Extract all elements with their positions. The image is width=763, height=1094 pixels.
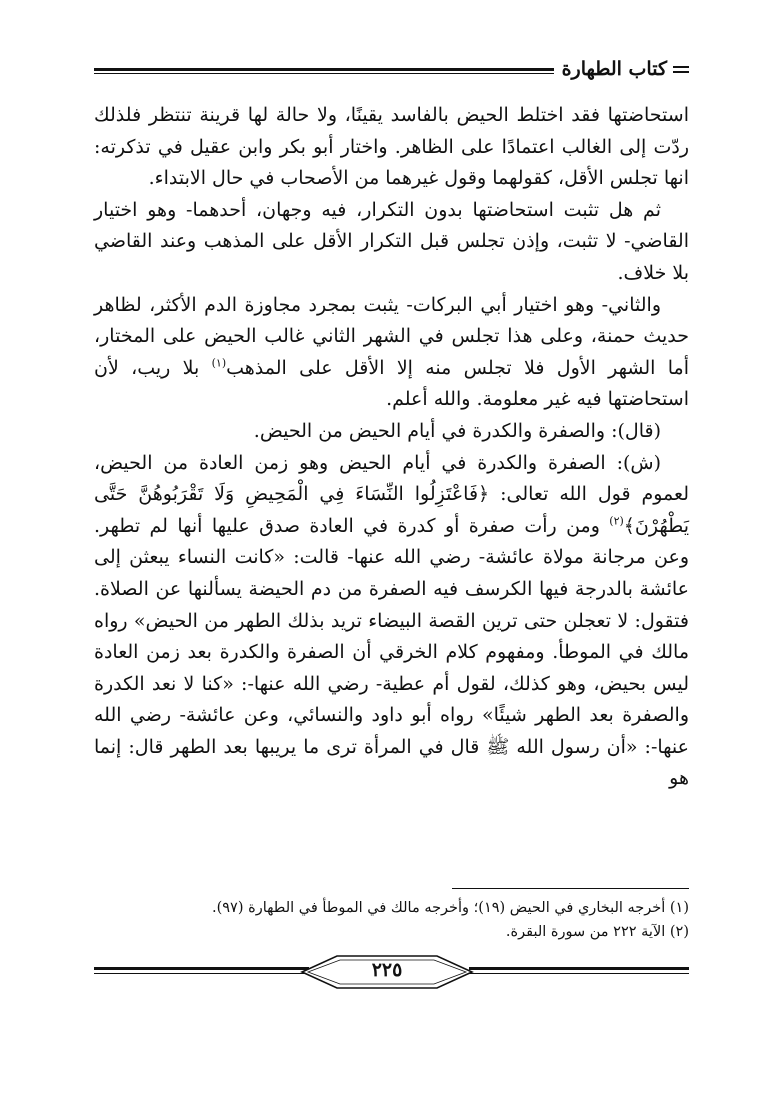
footer-rule-right [469,967,689,974]
paragraph: استحاضتها فقد اختلط الحيض بالفاسد يقينًا، ولا حالة لها قرينة تنتظر فلذلك ردّت إلى الغالب اعتمادًا على الظاهر. واختار أبو بكر وابن عقيل في تذكرته: انها تجلس الأقل، كقولهما وقول غيرهما من الأصحاب في حال الابتداء. [94,104,689,190]
page-number: ٢٢٥ [371,959,403,981]
paragraph-text: والثاني- وهو اختيار أبي البركات- يثبت بمجرد مجاوزة الدم الأكثر، لظاهر حديث حمنة، وعلى هذا تجلس في الشهر الثاني غالب الحيض على المختار، أما الشهر الأول فلا تجلس منه إلا الأقل على المذهب [94,293,689,379]
paragraph: ثم هل تثبت استحاضتها بدون التكرار، فيه وجهان، أحدهما- وهو اختيار القاضي- لا تثبت، وإذن تجلس قبل التكرار الأقل على المذهب وعند القاضي بلا خلاف. [94,198,689,284]
footnote-reference: (١) [211,356,227,370]
page-number-badge [299,953,475,991]
paragraph: (قال): والصفرة والكدرة في أيام الحيض من الحيض. [253,419,661,442]
paragraph [94,448,689,796]
running-title: كتاب الطهارة [561,58,667,80]
paragraph-text: ومن رأت صفرة أو كدرة في العادة صدق عليها أنها لم تطهر. وعن مرجانة مولاة عائشة- رضي الله عنها- قالت: «كانت النساء يبعثن إلى عائشة بالدرجة فيها الكرسف فيه الصفرة من دم الحيضة يسألنها عن الصلاة. فتقول: لا تعجلن حتى ترين القصة البيضاء تريد بذلك الطهر من الحيض» رواه مالك في الموطأ. ومفهوم كلام الخرقي أن الصفرة والكدرة بعد زمن العادة ليس بحيض، وهو كذلك، لقول أم عطية- رضي الله عنها-: «كنا لا نعد الكدرة والصفرة بعد الطهر شيئًا» رواه أبو داود والنسائي، وعن عائشة- رضي الله عنها-: «أن رسول الله ﷺ قال في المرأة ترى ما يريبها بعد الطهر قال: إنما هو [94,514,689,790]
paragraph-text: بلا ريب، لأن استحاضتها فيه غير معلومة. والله أعلم. [94,356,689,411]
paragraph [94,290,689,416]
page-header [94,56,689,86]
footnote: (١) أخرجه البخاري في الحيض (١٩)؛ وأخرجه مالك في الموطأ في الطهارة (٩٧). [211,900,689,916]
header-rule [94,68,554,74]
main-text [94,100,689,795]
paragraph-text: (ش): الصفرة والكدرة في أيام الحيض وهو زمن العادة من الحيض، لعموم قول الله تعالى: ﴿فَاعْتَزِلُوا النِّسَاءَ فِي الْمَحِيضِ وَلَا تَقْرَبُوهُنَّ حَتَّى يَطْهُرْنَ﴾ [94,451,689,537]
footnotes [94,896,689,944]
footnote-separator [452,888,689,889]
footnote: (٢) الآية ٢٢٢ من سورة البقرة. [505,924,689,940]
page-footer [94,953,689,993]
header-ornament-bars [673,66,689,73]
footnote-reference: (٢) [609,514,624,528]
footer-rule-left [94,967,309,974]
